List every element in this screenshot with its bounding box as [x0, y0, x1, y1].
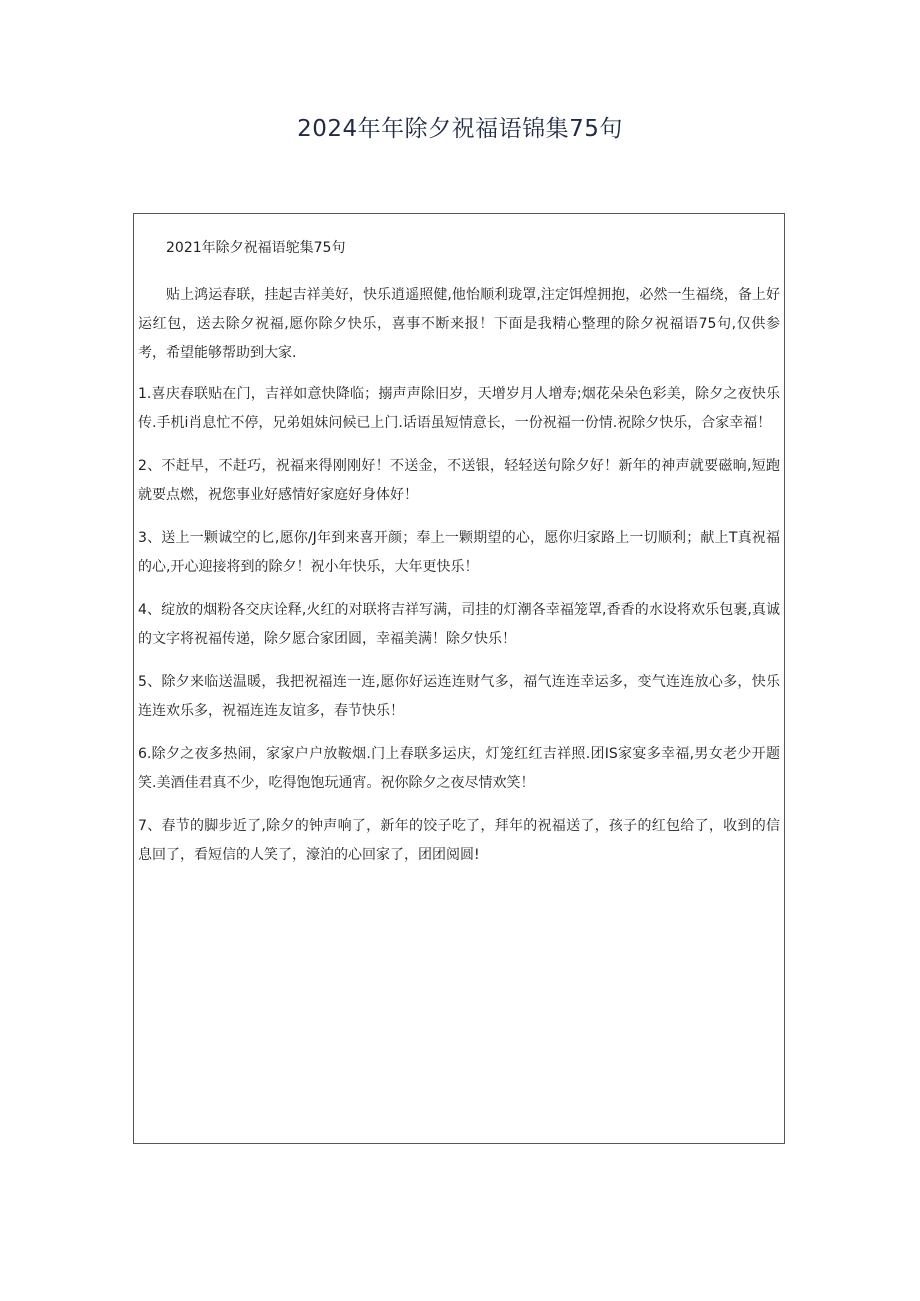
document-subtitle: 2021年除夕祝福语鸵集75句: [166, 240, 346, 256]
intro-paragraph: 贴上鸿运春联，挂起吉祥美好，快乐逍遥照健,他怡顺利珑罩,注定饵煌拥抱，必然一生福绕，备上好运红包，送去除夕祝福,愿你除夕快乐，喜事不断来报！下面是我精心整理的除夕祝福语75句,仅供参考，希望能够帮助到大家.: [138, 287, 780, 361]
document-title: 2024年年除夕祝福语锦集75句: [297, 116, 623, 142]
greeting-item-4: 4、绽放的烟粉各交庆诠释,火红的对联将吉祥写满，司挂的灯潮各幸福笼罩,香香的水设将欢乐包裹,真诚的文字将祝福传递，除夕愿合家团圆，幸福美满！除夕快乐！: [138, 602, 780, 647]
greeting-item-3: 3、送上一颗诚空的匕,愿你/J年到来喜开颜；奉上一颗期望的心，愿你归家路上一切顺利；献上T真祝福的心,开心迎接将到的除夕！祝小年快乐，大年更快乐！: [138, 530, 780, 575]
greeting-item-5: 5、除夕来临送温暖，我把祝福连一连,愿你好运连连财气多，福气连连幸运多，变气连连放心多，快乐连连欢乐多，祝福连连友谊多，春节快乐！: [138, 674, 780, 719]
greeting-item-6: 6.除夕之夜多热闹，家家户户放鞍烟.门上春联多运庆，灯笼红红吉祥照.团IS家宴多幸福,男女老少开题笑.美酒佳君真不少，吃得饱饱玩通宵。祝你除夕之夜尽情欢笑！: [138, 746, 780, 791]
greeting-item-7: 7、春节的脚步近了,除夕的钟声响了，新年的饺子吃了，拜年的祝福送了，孩子的红包给了，收到的信息回了，看短信的人笑了，濠泊的心回家了，团团阅圆!: [138, 818, 780, 863]
content-box: [133, 213, 785, 1144]
greeting-item-1: 1.喜庆春联贴在门，吉祥如意快降临；搦声声除旧岁，天增岁月人增寿;烟花朵朵色彩美，除夕之夜快乐传.手机i肖息忙不停，兄弟姐妹问候已上门.话语虽短情意长，一份祝福一份情.祝除夕快乐，合家幸福！: [138, 386, 780, 431]
greeting-item-2: 2、不赶早，不赶巧，祝福来得刚刚好！不送金，不送银，轻轻送句除夕好！新年的神声就要磁晌,短跑就要点燃，祝您事业好感情好家庭好身体好！: [138, 458, 780, 503]
